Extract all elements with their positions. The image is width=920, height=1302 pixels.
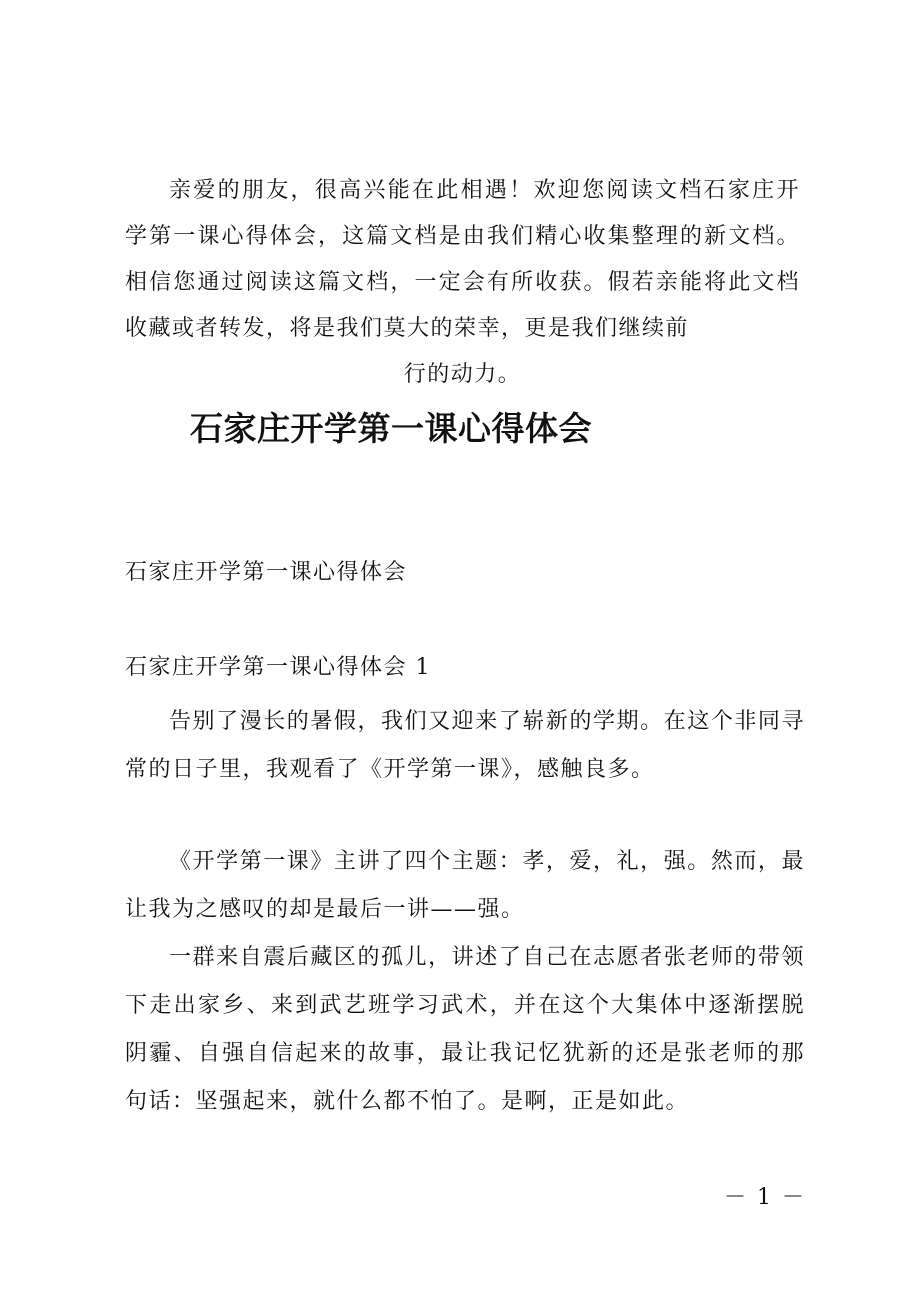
document-title: 石家庄开学第一课心得体会: [190, 409, 592, 448]
intro-text: 亲爱的朋友，很高兴能在此相遇！欢迎您阅读文档石家庄开学第一课心得体会，这篇文档是由我们精心收集整理的新文档。相信您通过阅读这篇文档，一定会有所收获。假若亲能将此文档收藏或者转发，将是我们莫大的荣幸，更是我们继续前: [125, 178, 800, 341]
section-heading: 石家庄开学第一课心得体会 1: [125, 655, 431, 680]
document-subtitle: 石家庄开学第一课心得体会: [125, 560, 408, 585]
body-paragraph-1: 告别了漫长的暑假，我们又迎来了崭新的学期。在这个非同寻常的日子里，我观看了《开学第一课》，感触良多。: [125, 709, 805, 782]
intro-last-line: 行的动力。: [403, 362, 522, 387]
body-paragraph-3: 一群来自震后藏区的孤儿，讲述了自己在志愿者张老师的带领下走出家乡、来到武艺班学习武术，并在这个大集体中逐渐摆脱阴霾、自强自信起来的故事，最让我记忆犹新的还是张老师的那句话：坚强起来，就什么都不怕了。是啊，正是如此。: [125, 945, 805, 1114]
page-number: － 1 －: [724, 1185, 806, 1210]
intro-note: [125, 168, 800, 398]
body-paragraph-2: 《开学第一课》主讲了四个主题：孝，爱，礼，强。然而，最让我为之感叹的却是最后一讲——强。: [125, 849, 805, 922]
